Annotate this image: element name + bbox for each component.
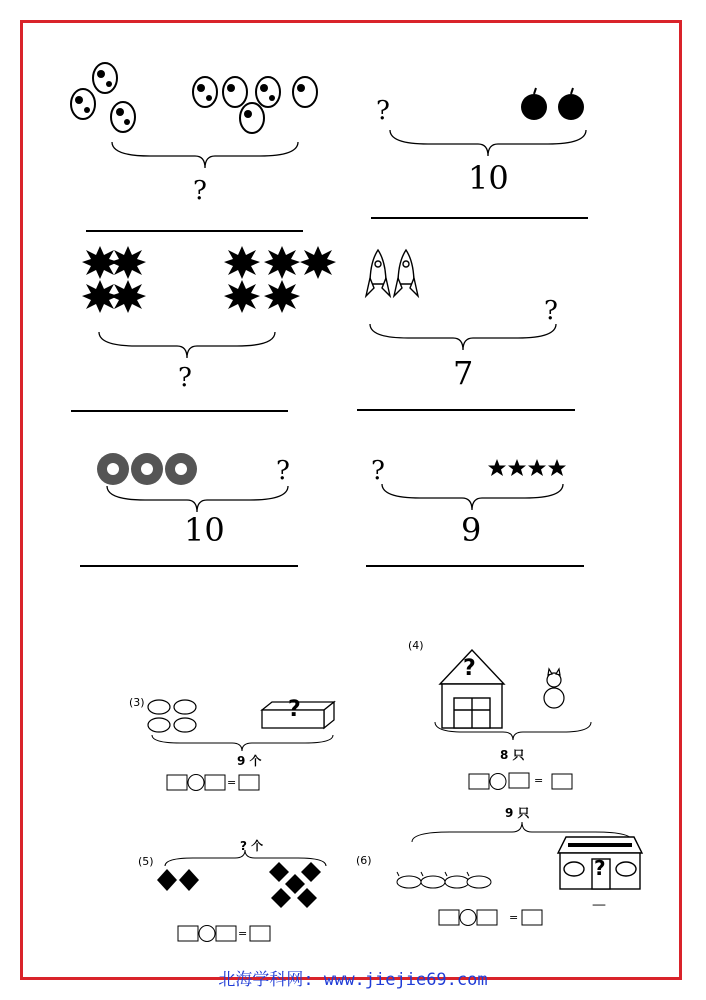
equation-boxes-4[interactable] — [468, 773, 578, 791]
answer-line-apples — [371, 217, 588, 219]
cow-group-right — [190, 70, 335, 140]
problem-5-number: (5) — [138, 855, 154, 868]
apple-icons — [518, 85, 588, 125]
stars-part: ? — [371, 456, 385, 486]
diamond-group-left — [156, 868, 202, 894]
soccer-ball-icon — [97, 453, 197, 485]
cat-icon — [540, 670, 568, 710]
burst-group-right — [226, 246, 336, 314]
cows-total: ? — [193, 176, 207, 206]
equation-boxes-6[interactable] — [438, 909, 548, 927]
animal-row — [395, 872, 495, 892]
bursts-total: ? — [178, 363, 192, 393]
apple-icon — [521, 94, 584, 120]
apples-total: 10 — [468, 159, 509, 197]
door-question-mark: ? — [594, 856, 606, 880]
rockets-part: ? — [544, 296, 558, 326]
brace-stars — [380, 482, 565, 512]
problem-4-total: 8 只 — [500, 748, 525, 762]
equals-sign-3: = — [227, 776, 237, 789]
rocket-icons — [366, 248, 421, 306]
answer-line-bursts — [71, 410, 288, 412]
brace-problem-3 — [150, 733, 335, 753]
ball-icons — [96, 452, 200, 486]
rocket-icon — [366, 250, 418, 296]
brace-balls — [105, 484, 290, 514]
star-icon — [488, 459, 566, 476]
diamond-icon — [157, 869, 199, 891]
answer-line-balls — [80, 565, 298, 567]
answer-line-cows — [86, 230, 303, 232]
equals-sign-6: = — [509, 911, 519, 924]
problem-6-total: 9 只 — [505, 806, 530, 820]
brace-apples — [388, 128, 588, 158]
equation-boxes-3[interactable] — [166, 774, 262, 792]
equals-sign-4: = — [534, 774, 544, 787]
problem-4-number: (4) — [408, 639, 424, 652]
brace-problem-4 — [433, 720, 593, 742]
answer-line-stars — [366, 565, 584, 567]
problem-3-number: (3) — [129, 696, 145, 709]
answer-line-rockets — [357, 409, 575, 411]
brace-bursts — [97, 330, 277, 360]
diamond-group-right — [267, 860, 327, 912]
problem-6-number: (6) — [356, 854, 372, 867]
burst-group-left — [84, 246, 149, 314]
problem-5-total: ? 个 — [240, 839, 264, 853]
star-icons — [488, 459, 568, 479]
brace-rockets — [368, 322, 558, 352]
cow-group-left — [65, 62, 145, 142]
rockets-total: 7 — [453, 354, 474, 392]
footer-website[interactable]: 北海学科网: www.jiejie69.com — [218, 970, 488, 990]
answer-dash-6: — — [592, 897, 606, 913]
equation-boxes-5[interactable] — [177, 925, 273, 943]
brace-cows — [110, 140, 300, 170]
balls-total: 10 — [184, 511, 225, 549]
problem-3-total: 9 个 — [237, 754, 262, 768]
roof-question-mark: ? — [463, 656, 476, 681]
oval-group — [145, 699, 205, 735]
stars-total: 9 — [461, 511, 482, 549]
balls-part: ? — [276, 456, 290, 486]
equals-sign-5: = — [238, 927, 248, 940]
apples-part: ? — [376, 96, 390, 126]
box-question-mark: ? — [288, 697, 301, 722]
